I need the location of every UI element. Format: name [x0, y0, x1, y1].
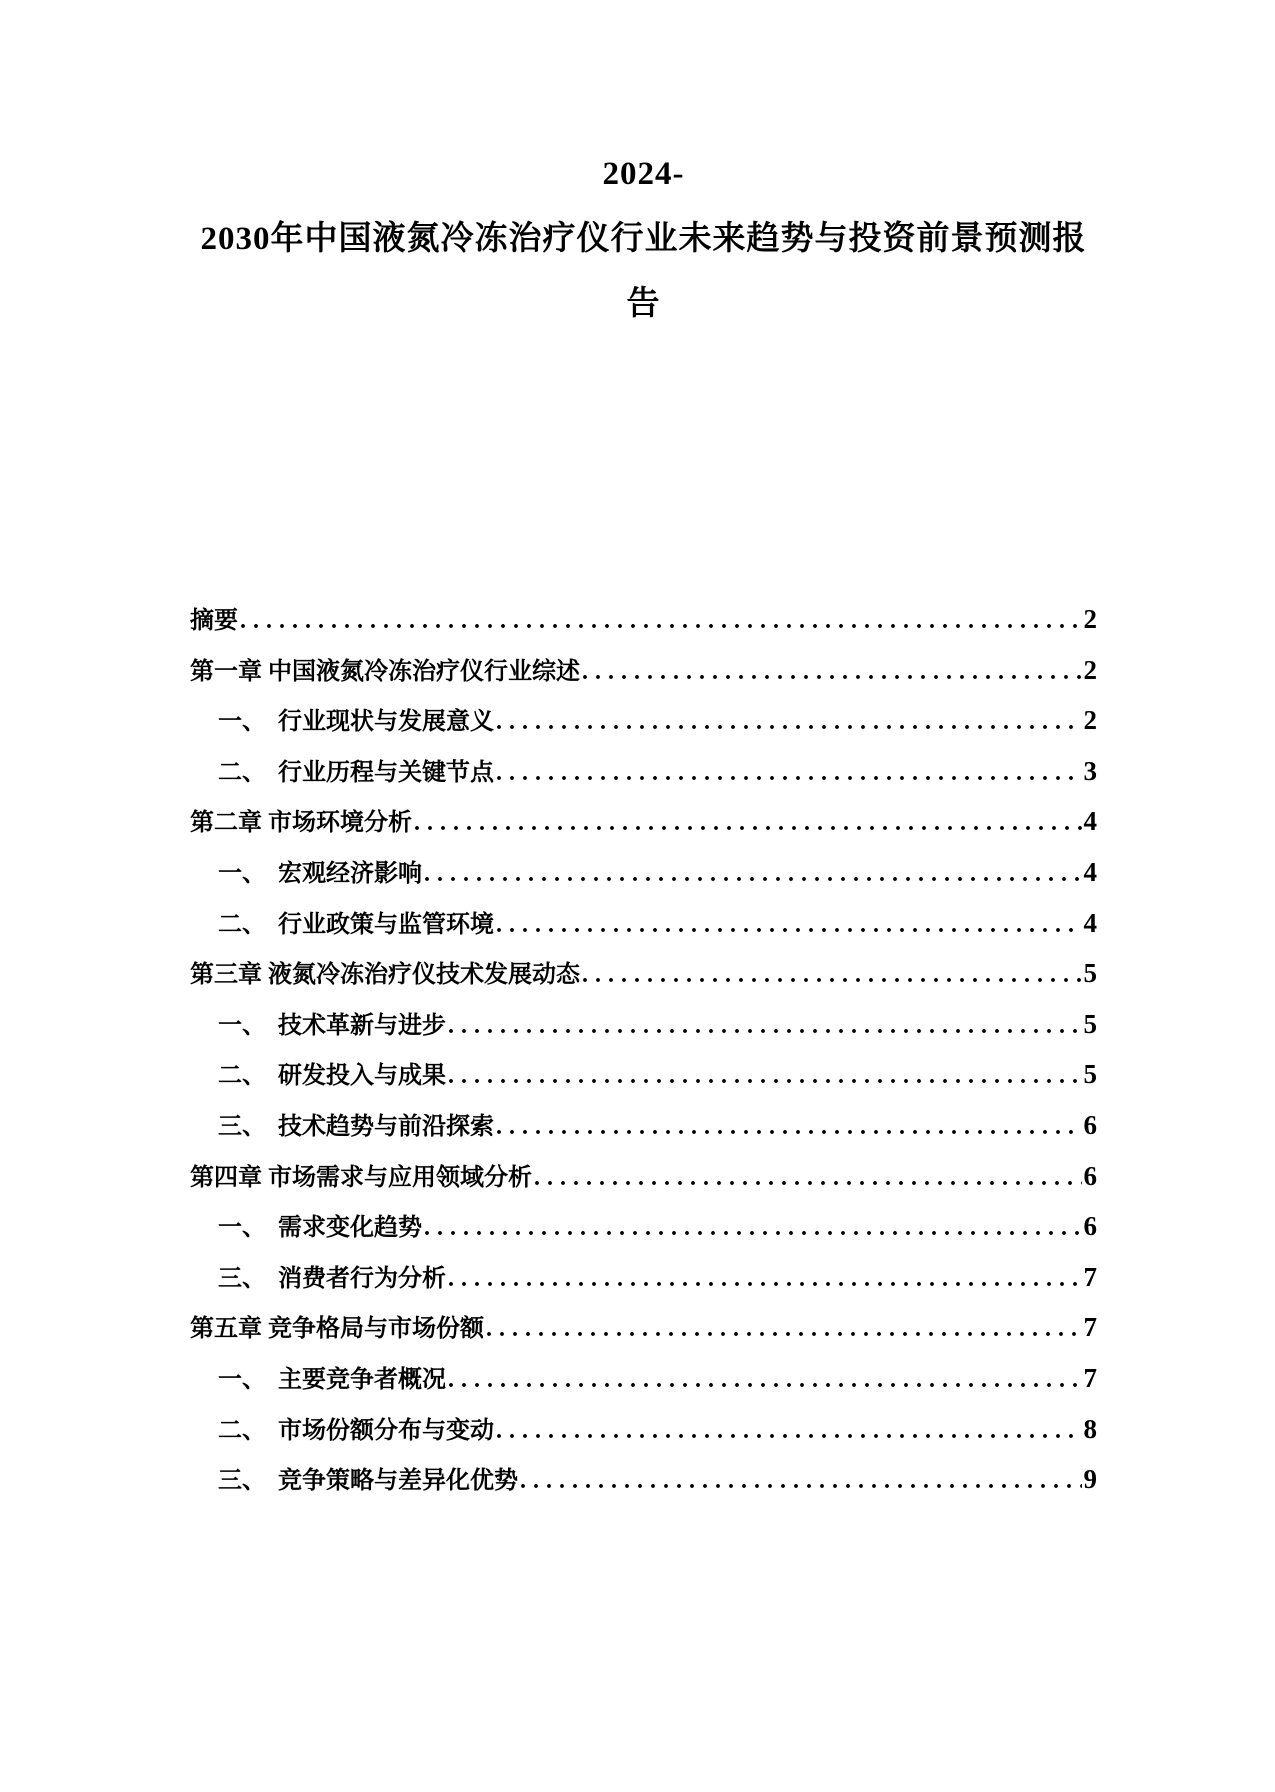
document-page [0, 142, 1275, 1792]
toc-entry-label: 技术革新与进步 [278, 1012, 446, 1039]
toc-entry[interactable] [190, 1101, 1097, 1152]
toc-entry-number: 二、 [218, 1063, 266, 1090]
toc-page-number: 5 [1083, 1059, 1097, 1090]
toc-entry[interactable] [190, 1405, 1097, 1456]
report-title-line: 2024- [602, 156, 685, 192]
toc-entry-label: 第五章 竞争格局与市场份额 [190, 1316, 484, 1343]
dot-leader [448, 1052, 1082, 1101]
toc-entry-label: 第一章 中国液氮冷冻治疗仪行业综述 [190, 658, 580, 685]
toc-entry-number: 二、 [218, 759, 266, 786]
dot-leader [448, 1002, 1082, 1051]
report-title-line: 告 [626, 286, 661, 322]
toc-page-number: 6 [1083, 1160, 1097, 1191]
dot-leader [240, 597, 1082, 646]
toc-page-number: 9 [1083, 1464, 1097, 1495]
toc-page-number: 7 [1083, 1362, 1097, 1393]
toc-entry[interactable] [190, 1303, 1097, 1354]
toc-entry[interactable] [190, 747, 1097, 798]
toc-entry[interactable] [190, 899, 1097, 950]
toc-page-number: 6 [1083, 1109, 1097, 1140]
toc-entry[interactable] [190, 1455, 1097, 1506]
dot-leader [424, 850, 1082, 899]
toc-page-number: 2 [1083, 654, 1097, 685]
toc-page-number: 8 [1083, 1413, 1097, 1444]
dot-leader [496, 1103, 1082, 1152]
toc-entry-label: 研发投入与成果 [278, 1063, 446, 1090]
toc-page-number: 5 [1083, 1008, 1097, 1039]
toc-page-number: 3 [1083, 755, 1097, 786]
toc-entry[interactable] [190, 1050, 1097, 1101]
toc-entry-number: 二、 [218, 1417, 266, 1444]
table-of-contents [190, 595, 1097, 1506]
toc-page-number: 4 [1083, 907, 1097, 938]
toc-entry-number: 三、 [218, 1468, 266, 1495]
dot-leader [486, 1305, 1082, 1354]
toc-entry-number: 三、 [218, 1265, 266, 1292]
dot-leader [496, 1407, 1082, 1456]
toc-entry[interactable] [190, 949, 1097, 1000]
dot-leader [414, 799, 1082, 848]
dot-leader [496, 901, 1082, 950]
toc-entry-number: 一、 [218, 860, 266, 887]
toc-entry-number: 一、 [218, 1012, 266, 1039]
toc-entry-label: 第三章 液氮冷冻治疗仪技术发展动态 [190, 962, 580, 989]
toc-entry-label: 需求变化趋势 [278, 1215, 422, 1242]
dot-leader [448, 1255, 1082, 1304]
report-title [190, 142, 1097, 337]
toc-entry-number: 一、 [218, 709, 266, 736]
dot-leader [424, 1204, 1082, 1253]
toc-entry[interactable] [190, 1202, 1097, 1253]
toc-entry-label: 竞争策略与差异化优势 [278, 1468, 518, 1495]
toc-entry-label: 第四章 市场需求与应用领域分析 [190, 1164, 532, 1191]
toc-entry-number: 一、 [218, 1366, 266, 1393]
toc-page-number: 5 [1083, 958, 1097, 989]
toc-entry[interactable] [190, 797, 1097, 848]
toc-entry[interactable] [190, 1354, 1097, 1405]
toc-entry[interactable] [190, 595, 1097, 646]
toc-entry-label: 宏观经济影响 [278, 860, 422, 887]
toc-entry[interactable] [190, 1152, 1097, 1203]
toc-entry[interactable] [190, 1000, 1097, 1051]
toc-entry-number: 三、 [218, 1113, 266, 1140]
toc-entry[interactable] [190, 646, 1097, 697]
toc-page-number: 2 [1083, 705, 1097, 736]
toc-entry-number: 二、 [218, 911, 266, 938]
toc-entry-label: 行业政策与监管环境 [278, 911, 494, 938]
toc-entry[interactable] [190, 696, 1097, 747]
dot-leader [582, 951, 1082, 1000]
toc-entry[interactable] [190, 1253, 1097, 1304]
toc-entry-label: 主要竞争者概况 [278, 1366, 446, 1393]
report-title-line: 2030年中国液氮冷冻治疗仪行业未来趋势与投资前景预测报 [200, 221, 1087, 257]
toc-entry-label: 消费者行为分析 [278, 1265, 446, 1292]
toc-entry-label: 行业现状与发展意义 [278, 709, 494, 736]
dot-leader [496, 749, 1082, 798]
toc-page-number: 7 [1083, 1261, 1097, 1292]
toc-entry-label: 第二章 市场环境分析 [190, 810, 412, 837]
toc-entry-label: 行业历程与关键节点 [278, 759, 494, 786]
toc-page-number: 4 [1083, 856, 1097, 887]
dot-leader [520, 1457, 1082, 1506]
toc-page-number: 7 [1083, 1312, 1097, 1343]
toc-page-number: 6 [1083, 1211, 1097, 1242]
toc-entry-number: 一、 [218, 1215, 266, 1242]
toc-entry-label: 技术趋势与前沿探索 [278, 1113, 494, 1140]
toc-entry[interactable] [190, 848, 1097, 899]
dot-leader [448, 1356, 1082, 1405]
toc-page-number: 4 [1083, 806, 1097, 837]
dot-leader [534, 1154, 1082, 1203]
toc-page-number: 2 [1083, 604, 1097, 634]
dot-leader [496, 698, 1082, 747]
dot-leader [582, 648, 1082, 697]
toc-entry-label: 市场份额分布与变动 [278, 1417, 494, 1444]
toc-entry-label: 摘要 [190, 608, 238, 634]
